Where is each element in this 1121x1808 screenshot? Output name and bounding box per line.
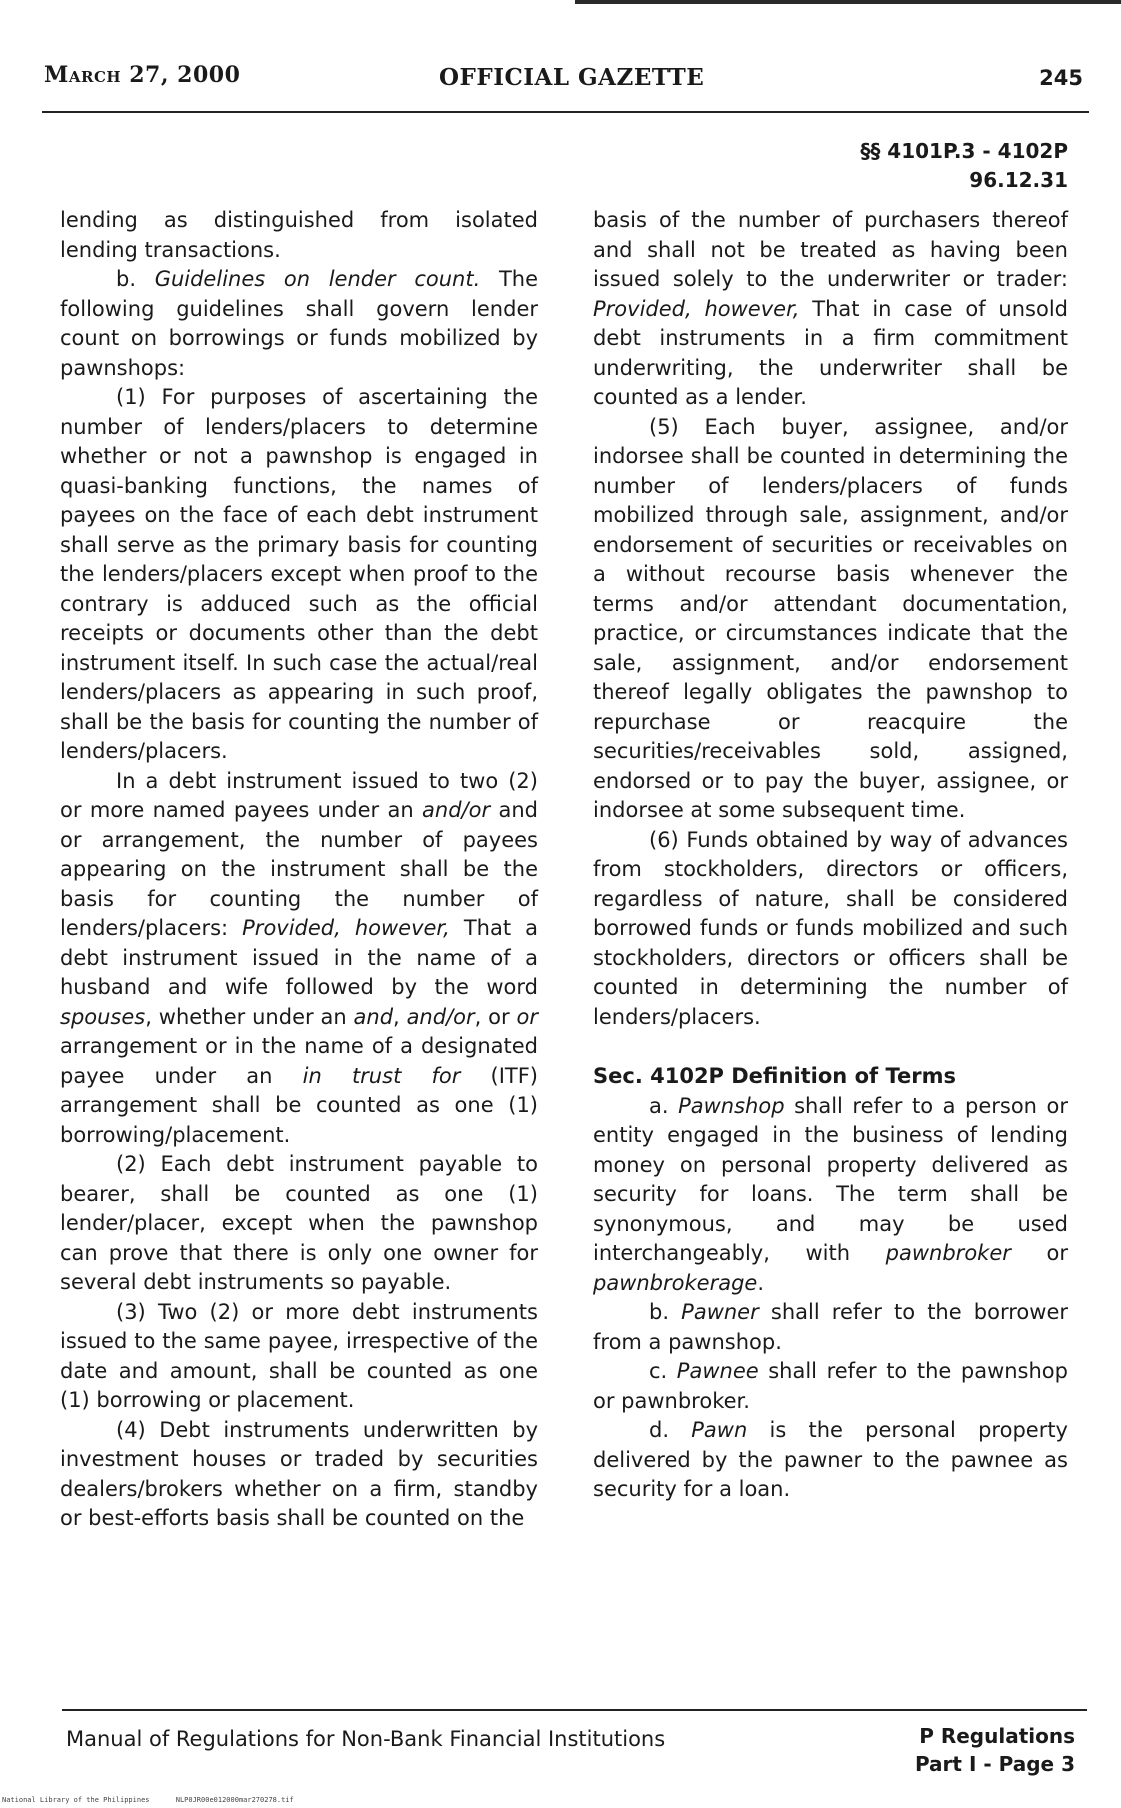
definition-c: c. Pawnee shall refer to the pawnshop or pawnbroker. (593, 1359, 1068, 1413)
paragraph: lending as distinguished from isolated lending transactions. (60, 208, 538, 262)
footer-part-info (915, 1722, 1075, 1778)
guideline-item-6: (6) Funds obtained by way of advances from stockholders, directors or officers, regardless of nature, shall be considered borrowed funds or funds mobilized and such stockholders, directors or officers shall be counted in determining the number of lenders/placers. (593, 827, 1068, 1029)
section-date-code: 96.12.31 (969, 168, 1068, 192)
footer-manual-title: Manual of Regulations for Non-Bank Financial Institutions (66, 1727, 666, 1751)
section-range: §§ 4101P.3 - 4102P (860, 139, 1068, 163)
header-title: OFFICIAL GAZETTE (439, 64, 705, 91)
payees-paragraph: In a debt instrument issued to two (2) or more named payees under an and/or and or arrangement, the number of payees appearing on the instrument shall be the basis for counting the number of lenders/placers: Provided, however, That a debt instrument issued in the name of a husband and wife followed by the word spouses, whether under an and, and/or, or or arrangement or in the name of a designated payee under an in trust for (ITF) arrangement shall be counted as one (1) borrowing/placement. (60, 768, 538, 1147)
spacer (593, 1032, 1068, 1062)
guideline-item-1: (1) For purposes of ascertaining the number of lenders/placers to determine whether or not a pawnshop is engaged in quasi-banking functions, the names of payees on the face of each debt instrument shall serve as the primary basis for counting the lenders/placers except when proof to the contrary is adduced such as the official receipts or documents other than the debt instrument itself. In such case the actual/real lenders/placers as appearing in such proof, shall be the basis for counting the number of lenders/placers. (60, 385, 538, 763)
right-column (593, 206, 1068, 1505)
footer-regulations: P Regulations (919, 1724, 1075, 1748)
guideline-b-paragraph: b. Guidelines on lender count. The following guidelines shall govern lender count on borrowings or funds mobilized by pawnshops: (60, 267, 539, 380)
guideline-item-4: (4) Debt instruments underwritten by investment houses or traded by securities dealers/brokers whether on a firm, standby or best-efforts basis shall be counted on the (60, 1417, 538, 1530)
definition-a: a. Pawnshop shall refer to a person or entity engaged in the business of lending money on personal property delivered as security for loans. The term shall be synonymous, and may be used interchangeably, with pawnbroker or pawnbrokerage. (593, 1093, 1068, 1295)
left-column (60, 206, 538, 1534)
continuation-paragraph: basis of the number of purchasers thereof and shall not be treated as having been issued solely to the underwriter or trader: Provided, however, That in case of unsold debt instruments in a firm commitment underwriting, the underwriter shall be counted as a lender. (593, 208, 1068, 409)
definition-b: b. Pawner shall refer to the borrower from a pawnshop. (593, 1300, 1068, 1354)
header-rule (42, 111, 1089, 113)
scan-file: NLP0JR00e012000mar270278.tif (175, 1796, 294, 1804)
footer-page: Part I - Page 3 (914, 1752, 1075, 1776)
header-page-number: 245 (1039, 66, 1083, 90)
footer-rule (62, 1709, 1087, 1711)
scan-artifact-line (575, 0, 1121, 4)
guideline-item-2: (2) Each debt instrument payable to bearer, shall be counted as one (1) lender/placer, except when the pawnshop can prove that there is only one owner for several debt instruments so payable. (60, 1152, 538, 1294)
guideline-item-3: (3) Two (2) or more debt instruments issued to the same payee, irrespective of the date and amount, shall be counted as one (1) borrowing or placement. (60, 1299, 538, 1412)
scan-caption (2, 1796, 316, 1804)
header-date: March 27, 2000 (44, 62, 241, 88)
definition-d: d. Pawn is the personal property delivered by the pawner to the pawnee as security for a loan. (593, 1418, 1068, 1501)
guideline-item-5: (5) Each buyer, assignee, and/or indorsee shall be counted in determining the number of lenders/placers of funds mobilized through sale, assignment, and/or endorsement of securities or receivables on a without recourse basis whenever the terms and/or attendant documentation, practice, or circumstances indicate that the sale, assignment, and/or endorsement thereof legally obligates the pawnshop to repurchase or reacquire the securities/receivables sold, assigned, endorsed or to pay the buyer, assignee, or indorsee at some subsequent time. (593, 414, 1068, 822)
page-header (44, 62, 1089, 94)
section-reference (860, 137, 1068, 195)
scan-library: National Library of the Philippines (2, 1796, 150, 1804)
section-heading: Sec. 4102P Definition of Terms (593, 1064, 956, 1088)
guideline-b-heading: Guidelines on lender count. (154, 267, 481, 291)
